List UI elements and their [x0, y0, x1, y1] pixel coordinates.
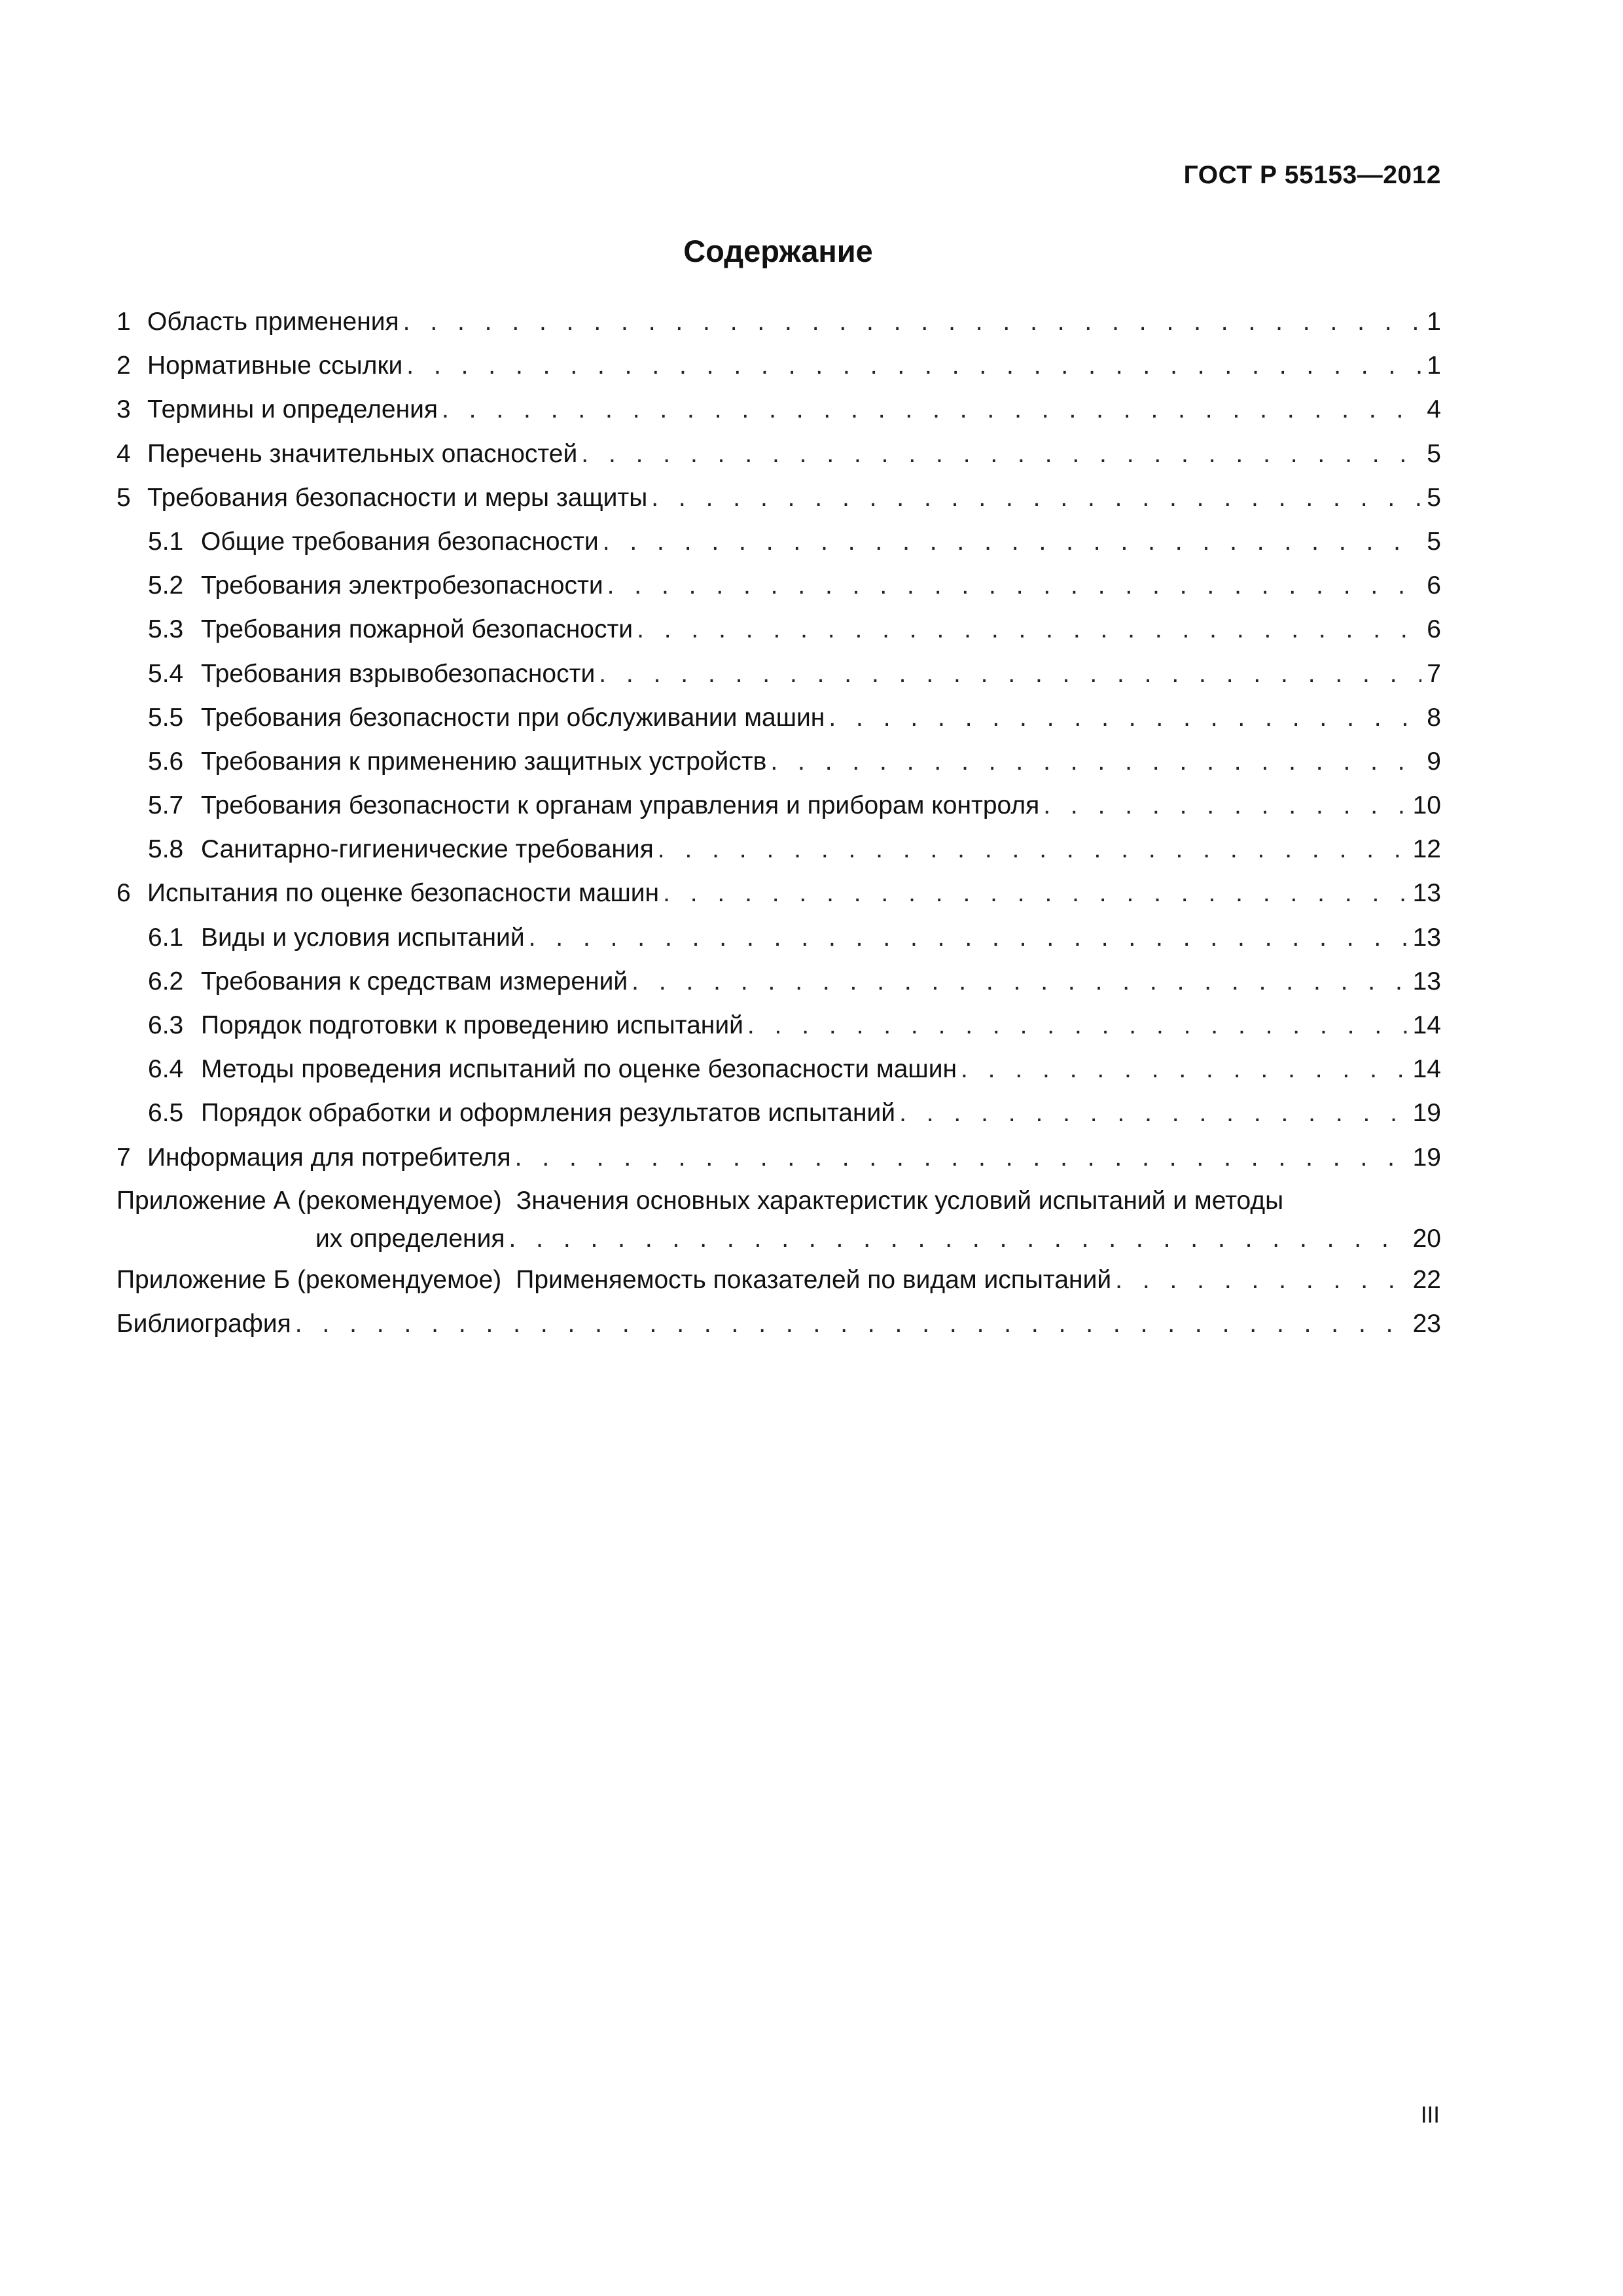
toc-entry-page: 19: [1412, 1143, 1441, 1172]
leader-dots: [403, 300, 1421, 344]
toc-entry-page: 19: [1412, 1099, 1441, 1128]
toc-entry-number: 5: [116, 483, 131, 512]
toc-entry-number: 5.6: [148, 747, 184, 776]
toc-entry-page: 7: [1427, 659, 1441, 688]
bibliography-label: Библиография: [116, 1309, 291, 1338]
leader-dots: [663, 871, 1409, 915]
leader-dots: [529, 916, 1409, 960]
toc-entry-label: Порядок обработки и оформления результатов испытаний: [201, 1099, 896, 1128]
toc-entry-number: 1: [116, 308, 131, 336]
toc-entry-number: 5.7: [148, 791, 184, 820]
toc-entry-number: 5.3: [148, 615, 184, 644]
table-of-contents: [116, 300, 1441, 1346]
toc-subentry[interactable]: [116, 564, 1441, 607]
toc-entry-label: Испытания по оценке безопасности машин: [147, 879, 660, 908]
toc-entry-label: Порядок подготовки к проведению испытаний: [201, 1011, 743, 1039]
toc-subentry[interactable]: [116, 740, 1441, 783]
leader-dots: [637, 607, 1421, 651]
leader-dots: [1043, 783, 1408, 827]
appendix-b-title: Применяемость показателей по видам испытаний: [516, 1265, 1112, 1294]
toc-entry-label: Требования безопасности и меры защиты: [147, 483, 648, 512]
toc-subentry[interactable]: [116, 607, 1441, 651]
toc-entry-label: Область применения: [147, 308, 399, 336]
toc-subentry[interactable]: [116, 783, 1441, 827]
appendix-a-page: 20: [1412, 1224, 1441, 1253]
toc-entry-page: 14: [1412, 1011, 1441, 1039]
toc-entry-page: 6: [1427, 571, 1441, 600]
toc-entry-label: Общие требования безопасности: [201, 527, 599, 556]
toc-entry-page: 9: [1427, 747, 1441, 776]
toc-entry[interactable]: [116, 871, 1441, 915]
toc-entry-page: 10: [1412, 791, 1441, 820]
appendix-a-line1: [116, 1182, 1441, 1220]
toc-entry-page: 5: [1427, 439, 1441, 468]
toc-entry-label: Виды и условия испытаний: [201, 923, 525, 952]
toc-bibliography[interactable]: [116, 1302, 1441, 1346]
toc-entry-label: Санитарно-гигиенические требования: [201, 835, 654, 864]
toc-entry-number: 5.1: [148, 527, 184, 556]
toc-entry-page: 4: [1427, 395, 1441, 424]
toc-entry-number: 6: [116, 879, 131, 908]
leader-dots: [599, 652, 1421, 696]
toc-subentry[interactable]: [116, 916, 1441, 960]
standard-code: ГОСТ Р 55153—2012: [1183, 161, 1441, 189]
leader-dots: [747, 1003, 1409, 1047]
bibliography-page: 23: [1412, 1309, 1441, 1338]
leader-dots: [607, 564, 1421, 607]
toc-appendix-b[interactable]: [116, 1258, 1441, 1302]
leader-dots: [632, 960, 1408, 1003]
toc-appendix-a[interactable]: [116, 1179, 1441, 1258]
toc-entry-page: 6: [1427, 615, 1441, 644]
toc-entry-label: Требования пожарной безопасности: [201, 615, 633, 644]
appendix-b-page: 22: [1412, 1265, 1441, 1294]
toc-title: Содержание: [683, 234, 873, 268]
leader-dots: [961, 1047, 1409, 1091]
leader-dots: [581, 432, 1421, 476]
leader-dots: [509, 1220, 1409, 1258]
appendix-b-kind: Приложение Б (рекомендуемое): [116, 1265, 502, 1294]
appendix-a-kind: Приложение А (рекомендуемое): [116, 1186, 502, 1215]
toc-entry-label: Требования электробезопасности: [201, 571, 603, 600]
toc-entry-label: Информация для потребителя: [147, 1143, 511, 1172]
toc-entry-number: 6.3: [148, 1011, 184, 1039]
appendix-a-line2: [116, 1220, 1441, 1258]
toc-entry[interactable]: [116, 344, 1441, 387]
toc-entry-page: 13: [1412, 923, 1441, 952]
toc-entry-number: 2: [116, 351, 131, 380]
toc-entry-page: 14: [1412, 1055, 1441, 1084]
toc-entry[interactable]: [116, 300, 1441, 344]
toc-entry-page: 13: [1412, 879, 1441, 908]
toc-entry-label: Требования безопасности при обслуживании машин: [201, 703, 825, 732]
toc-entry-page: 12: [1412, 835, 1441, 864]
toc-entry-label: Требования взрывобезопасности: [201, 659, 596, 688]
leader-dots: [603, 520, 1421, 564]
toc-entry-label: Перечень значительных опасностей: [147, 439, 578, 468]
toc-entry-page: 1: [1427, 351, 1441, 380]
toc-entry-number: 4: [116, 439, 131, 468]
toc-entry[interactable]: [116, 1136, 1441, 1179]
toc-entry-number: 7: [116, 1143, 131, 1172]
toc-subentry[interactable]: [116, 1003, 1441, 1047]
leader-dots: [1115, 1258, 1408, 1302]
toc-entry[interactable]: [116, 432, 1441, 476]
leader-dots: [829, 696, 1421, 740]
appendix-a-title-line2: их определения: [315, 1224, 505, 1253]
appendix-a-title-line1: Значения основных характеристик условий испытаний и методы: [516, 1186, 1284, 1215]
leader-dots: [406, 344, 1421, 387]
toc-entry-number: 6.5: [148, 1099, 184, 1128]
toc-entry-number: 3: [116, 395, 131, 424]
toc-entry-number: 5.8: [148, 835, 184, 864]
toc-entry-number: 6.1: [148, 923, 184, 952]
leader-dots: [658, 827, 1409, 871]
toc-entry-number: 6.2: [148, 967, 184, 996]
toc-entry-label: Требования безопасности к органам управления и приборам контроля: [201, 791, 1040, 820]
leader-dots: [899, 1091, 1409, 1135]
leader-dots: [515, 1136, 1409, 1179]
toc-entry-label: Термины и определения: [147, 395, 438, 424]
leader-dots: [442, 387, 1421, 431]
toc-entry-label: Нормативные ссылки: [147, 351, 403, 380]
toc-entry-page: 8: [1427, 703, 1441, 732]
toc-subentry[interactable]: [116, 827, 1441, 871]
toc-entry-label: Методы проведения испытаний по оценке безопасности машин: [201, 1055, 957, 1084]
toc-entry-label: Требования к применению защитных устройств: [201, 747, 767, 776]
leader-dots: [651, 476, 1421, 520]
toc-subentry[interactable]: [116, 960, 1441, 1003]
toc-entry[interactable]: [116, 387, 1441, 431]
toc-subentry[interactable]: [116, 1091, 1441, 1135]
leader-dots: [295, 1302, 1409, 1346]
toc-subentry[interactable]: [116, 696, 1441, 740]
toc-subentry[interactable]: [116, 1047, 1441, 1091]
page-number: III: [1420, 2102, 1440, 2128]
toc-entry-page: 5: [1427, 527, 1441, 556]
toc-entry-page: 5: [1427, 483, 1441, 512]
toc-entry-number: 5.5: [148, 703, 184, 732]
toc-entry-number: 5.4: [148, 659, 184, 688]
toc-entry-page: 1: [1427, 308, 1441, 336]
toc-entry[interactable]: [116, 476, 1441, 520]
toc-entry-label: Требования к средствам измерений: [201, 967, 628, 996]
leader-dots: [770, 740, 1421, 783]
toc-subentry[interactable]: [116, 520, 1441, 564]
toc-entry-number: 5.2: [148, 571, 184, 600]
toc-entry-number: 6.4: [148, 1055, 184, 1084]
toc-subentry[interactable]: [116, 652, 1441, 696]
toc-entry-page: 13: [1412, 967, 1441, 996]
